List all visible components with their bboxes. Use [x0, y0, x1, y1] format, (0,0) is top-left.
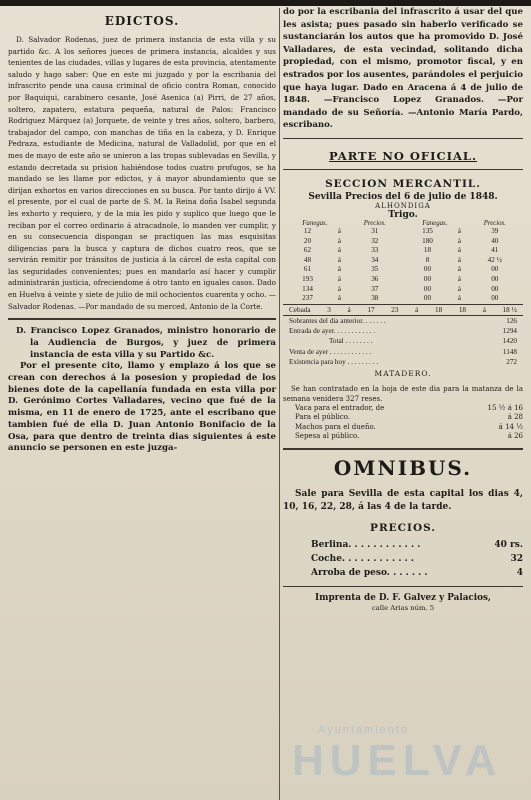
price-cell: 134 [302, 284, 313, 293]
ledger-row [289, 326, 517, 336]
price-cell: 42 ½ [487, 255, 502, 264]
price-cell: 36 [371, 274, 379, 283]
price-cell: 00 [491, 294, 499, 303]
rule-1 [283, 138, 523, 139]
price-cell: 48 [303, 255, 312, 264]
price-cell: 00 [423, 294, 432, 303]
matadero-label: Machos para el dueño. [295, 422, 376, 431]
cebada-cell: á [415, 305, 419, 314]
ledger-label: Total . . . . . . . . [329, 337, 373, 346]
price-row [283, 294, 523, 304]
price-row [283, 256, 523, 266]
cebada-cell: Cebada [289, 305, 311, 314]
matadero-value: á 26 [507, 432, 523, 441]
price-cell: 00 [423, 284, 432, 293]
cebada-cell: 17 [367, 305, 375, 314]
watermark-small-text: Ayuntamiento [318, 724, 410, 736]
calle-line: calle Arias núm. 5 [371, 603, 435, 612]
price-cell: 180 [422, 236, 433, 245]
ledger-label: Sobrantes del dia anterior. . . . . . . [289, 316, 386, 325]
price-cell: 38 [371, 294, 379, 303]
header-fanegas-2: Fanegas. [422, 219, 448, 227]
matadero-value: á 14 ½ [498, 422, 523, 431]
price-cell: 41 [491, 246, 499, 255]
price-cell: á [457, 274, 461, 283]
price-cell: 00 [491, 274, 499, 283]
column-divider [279, 8, 280, 800]
price-cell: 18 [423, 246, 432, 255]
price-cell: á [457, 294, 461, 303]
watermark-huelva: HUELVA [292, 736, 503, 785]
fare-row [283, 552, 523, 566]
matadero-text: Se han contratado en la hoja de este dia para la matanza de la semana venidera 327 reses. [283, 384, 523, 403]
ledger-value: 1148 [502, 347, 517, 356]
rule-3 [283, 448, 523, 450]
fare-value: 40 rs. [494, 539, 523, 550]
price-cell: á [337, 255, 341, 264]
rule-4 [283, 586, 523, 587]
price-row [283, 246, 523, 256]
price-cell: 12 [303, 226, 312, 235]
price-cell: 32 [371, 236, 379, 245]
fare-row [283, 566, 523, 580]
cebada-cell: 3 [327, 305, 331, 314]
price-cell: 00 [491, 284, 499, 293]
price-cell: 237 [302, 294, 313, 303]
cebada-row [283, 304, 523, 316]
price-cell: á [457, 246, 461, 255]
price-rows [283, 227, 523, 304]
ledger-row [289, 357, 517, 367]
matadero-value: á 28 [507, 413, 523, 422]
matadero-row [283, 423, 523, 433]
fare-row [283, 538, 523, 552]
fare-label: Coche. . . . . . . . . . . . [311, 553, 414, 564]
price-row [283, 285, 523, 295]
cebada-cell: á [482, 305, 486, 314]
cebada-cell: á [347, 305, 351, 314]
price-row [283, 237, 523, 247]
ledger-value: 272 [506, 357, 517, 366]
matadero-label: Vaca para el entrador, de [295, 403, 385, 412]
price-cell: 135 [422, 226, 433, 235]
price-cell: 31 [371, 226, 379, 235]
cebada-cell: 23 [391, 305, 399, 314]
edictos-body: D. Salvador Rodenas, juez de primera instancia de esta villa y su partido &c. A los señores jueces de primera instancia, alcaldes y sus tenientes de las ciudades, villas y lugares de esta provincia, atentamente saludo y hago saber: Que en este mi juzgado y por la escribania del infrascrito pende una causa criminal de oficio contra Roman, conocido por Baquiqui, carabinero cesante, José Asenica (a) Pirri, de 27 años, soltero, zapatero, estatura pequeña, natural de Palos: Francisco Rodriguez Márquez (a) Jorquete, de veinte y tres años, soltero, barbero, trabajador del campo, con manchas de tiña en la cabeza, y D. Enrique Pedraza, estudiante de Medicina, natural de Valladolid, por que en el mes de mayo de este año se unieron a las tropas sublevadas en Sevilla, y estando decretada su prision habiéndose todos cuatro profugos, se ha mandado se les llame por edictos, y á mayor abundamiento que se dirijan exhortos en varios direcciones en su busca. Por tanto dirijo á VV. el presente, por el cual de parte de S. M. la Reina doña Isabel segunda les exhorto y requiero, y de la mia les pido y suplico que luego que le reciban por el correo ordinario á atracadnole, lo manden ver cumplir, y en su consecuencia dispongan se practiquen las mas esquisitas diligencias para la busca y captura de dichos cuatro reos, que se servirán remitir por tránsitos de justicia á la cárcel de esta capital con las seguridades convenientes; pues en mandarlo así hacer y cumplir administrarán justicia, ofreciendome á otro tanto en iguales casos. Dado en Huelva á veinte y siete de julio de mil ochocientos cuarenta y ocho. —Salvador Rodenas. —Por mandado de su merced, Antonio de la Corte. [8, 35, 276, 311]
price-cell: 61 [303, 265, 312, 274]
price-cell: 37 [371, 284, 379, 293]
price-cell: á [337, 226, 341, 235]
matadero-row [283, 404, 523, 414]
ledger-label: Venta de ayer . . . . . . . . . . . . [289, 347, 372, 356]
francisco-body: Por el presente cito, llamo y emplazo á los que se crean con derechos á la posesion y propiedad de los bienes dote de la capellanía fundada en esta villa por D. Gerónimo Cortes Valladares, vecino que fué de la misma, en 11 de enero de 1725, ante el escribano que tambien fué de ella D. Juan Antonio Bonifacio de la Osa, para que dentro de treinta dias siguientes á este anuncio se personen en este juzga- [8, 361, 276, 454]
price-cell: á [457, 226, 461, 235]
precios-heading: PRECIOS. [370, 521, 436, 534]
price-row [283, 227, 523, 237]
matadero-heading: MATADERO. [374, 368, 432, 378]
price-cell: 33 [371, 246, 379, 255]
ledger-row [289, 316, 517, 326]
trigo-price-table [283, 220, 523, 304]
section-rule [8, 318, 276, 320]
matadero-row [283, 413, 523, 423]
ledger [283, 316, 523, 367]
matadero-row [283, 432, 523, 442]
francisco-intro: D. Francisco Lopez Granados, ministro honorario de la Audiencia de Burgos, y juez de primera instancia de esta villa y su Partido &c. [16, 326, 276, 360]
fare-label: Arroba de peso. . . . . . . [311, 567, 428, 578]
sevilla-prices-line: Sevilla Precios del 6 de julio de 1848. [308, 191, 498, 202]
matadero-value: 15 ½ á 16 [487, 403, 523, 412]
ledger-label: Existencia para hoy . . . . . . . . . [289, 357, 379, 366]
trigo-label: Trigo. [388, 209, 418, 220]
price-cell: 00 [491, 265, 499, 274]
price-cell: á [457, 255, 461, 264]
price-cell: 35 [371, 265, 379, 274]
header-fanegas-1: Fanegas. [302, 219, 328, 227]
price-cell: 40 [491, 236, 499, 245]
left-column [8, 10, 276, 455]
price-cell: á [337, 294, 341, 303]
alhondiga-label: ALHONDIGA [375, 201, 431, 210]
edictos-heading: EDICTOS. [104, 14, 180, 28]
price-cell: 193 [302, 274, 313, 283]
matadero-label: Sepesa al público. [295, 432, 360, 441]
price-row [283, 275, 523, 285]
right-column [283, 6, 523, 612]
price-cell: 62 [303, 246, 312, 255]
ledger-row [289, 347, 517, 357]
fare-value: 32 [510, 553, 523, 564]
ledger-value: 1294 [502, 327, 517, 336]
seccion-mercantil-heading: SECCION MERCANTIL. [325, 177, 481, 190]
ledger-label: Entrada de ayer. . . . . . . . . . . . [289, 327, 376, 336]
price-cell: 00 [423, 265, 432, 274]
matadero-list [283, 404, 523, 442]
omnibus-text: Sale para Sevilla de esta capital los dias 4, 10, 16, 22, 28, á las 4 de la tarde. [283, 488, 523, 512]
price-cell: 00 [423, 274, 432, 283]
price-cell: á [337, 265, 341, 274]
price-cell: á [337, 246, 341, 255]
ledger-row [289, 336, 517, 346]
price-cell: 8 [425, 255, 430, 264]
cebada-cell: 18 [434, 305, 443, 314]
price-cell: 34 [371, 255, 379, 264]
ledger-value: 1420 [502, 337, 517, 346]
matadero-label: Para el público. [295, 413, 351, 422]
parte-no-oficial-heading: PARTE NO OFICIAL. [328, 148, 478, 163]
price-cell: á [457, 265, 461, 274]
header-precios-2: Precios. [483, 219, 506, 227]
price-cell: á [337, 274, 341, 283]
rule-2 [283, 169, 523, 170]
cebada-cell: 18 ½ [502, 305, 517, 314]
fare-value: 4 [516, 567, 523, 578]
price-row [283, 265, 523, 275]
price-cell: á [457, 236, 461, 245]
price-cell: á [457, 284, 461, 293]
header-precios-1: Precios. [363, 219, 386, 227]
continuation-text: do por la escribania del infrascrito á usar del que les asista; pues pasado sin haberlo verificado se sustanciarán los autos que ha promovido D. José Valladares, de esta vecindad, solitando dicha propiedad, con el mismo, promotor fiscal, y en estrados por los ausentes, parándoles el perjuicio que haya lugar. Dado en Aracena á 4 de julio de 1848. —Francisco Lopez Granados. —Por mandado de su Señoría. —Antonio María Pardo, escribano. [283, 7, 523, 131]
imprenta-line: Imprenta de D. F. Galvez y Palacios, [315, 592, 491, 603]
price-cell: á [337, 236, 341, 245]
cebada-cell: 18 [458, 305, 467, 314]
fare-label: Berlina. . . . . . . . . . . . [311, 539, 421, 550]
price-cell: 39 [491, 226, 499, 235]
price-cell: á [337, 284, 341, 293]
omnibus-heading: OMNIBUS. [333, 455, 473, 480]
price-cell: 20 [303, 236, 312, 245]
ledger-value: 126 [506, 316, 517, 325]
